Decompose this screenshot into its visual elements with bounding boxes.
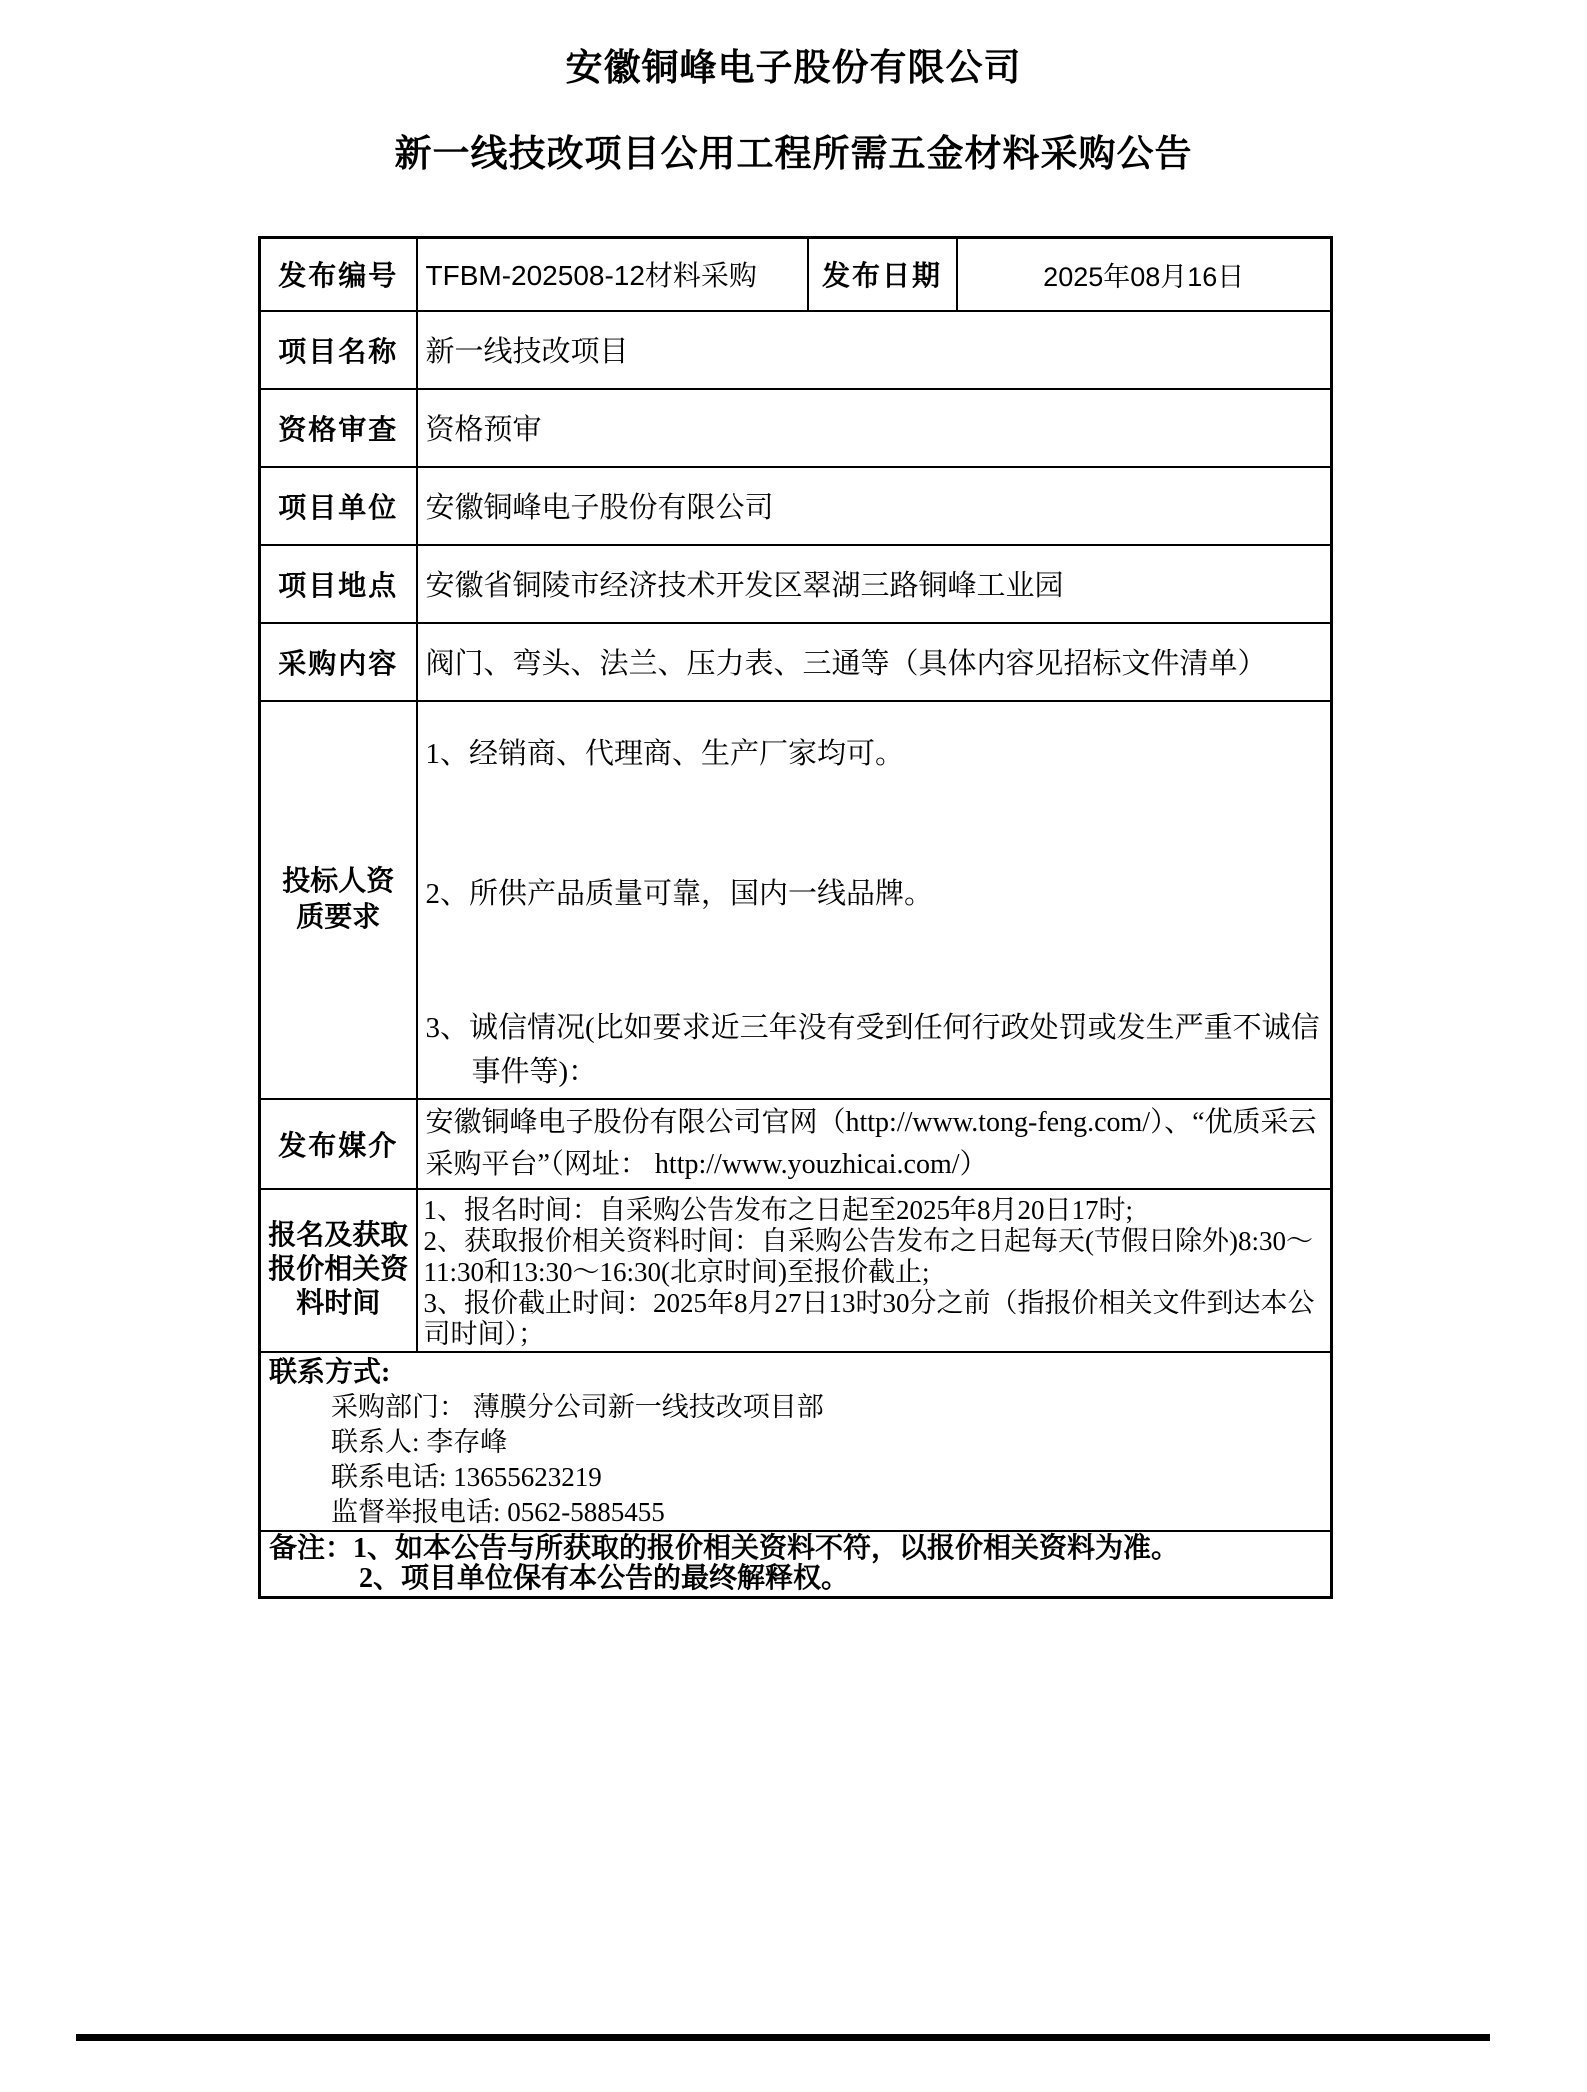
procurement-content-value: 阀门、弯头、法兰、压力表、三通等（具体内容见招标文件清单） [417,623,1332,701]
registration-item: 1、报名时间：自采购公告发布之日起至2025年8月20日17时; [423,1194,1134,1225]
publish-date-value: 2025年08月16日 [957,238,1332,311]
table-row-project-unit [260,467,1332,545]
table-row-project-location [260,545,1332,623]
remarks-cell [260,1531,1332,1598]
bidder-qualification-label-line: 质要求 [296,901,381,933]
bidder-qualification-item: 2、所供产品质量可靠，国内一线品牌。 [425,877,934,910]
bidder-qualification-label [260,701,417,1099]
project-name-value: 新一线技改项目 [417,311,1332,389]
table-row-registration-time [260,1189,1332,1352]
remarks-line-1: 备注：1、如本公告与所获取的报价相关资料不符，以报价相关资料为准。 [269,1532,1180,1564]
registration-time-label-line: 报价相关资 [268,1254,409,1285]
bidder-qualification-label-line: 投标人资 [282,865,395,897]
contact-line-department: 采购部门： 薄膜分公司新一线技改项目部 [331,1391,824,1422]
table-row-procurement-content [260,623,1332,701]
registration-time-label-line: 料时间 [296,1288,381,1319]
procurement-content-label: 采购内容 [260,623,417,701]
qualification-review-value: 资格预审 [417,389,1332,467]
project-unit-label: 项目单位 [260,467,417,545]
table-row-qualification-review [260,389,1332,467]
registration-item: 2、获取报价相关资料时间：自采购公告发布之日起每天(节假日除外)8:30～11:30和13:30～16:30(北京时间)至报价截止; [423,1225,1313,1287]
table-row-contact [260,1352,1332,1531]
project-location-value: 安徽省铜陵市经济技术开发区翠湖三路铜峰工业园 [417,545,1332,623]
contact-line-phone: 联系电话: 13655623219 [331,1461,602,1492]
bidder-qualification-value [417,701,1332,1099]
project-unit-value: 安徽铜峰电子股份有限公司 [417,467,1332,545]
remarks-line-2: 2、项目单位保有本公告的最终解释权。 [359,1562,850,1594]
page-title: 安徽铜峰电子股份有限公司 [565,47,1022,88]
registration-time-value [417,1189,1332,1352]
contact-line-person: 联系人: 李存峰 [331,1426,508,1457]
bidder-qualification-item: 3、诚信情况(比如要求近三年没有受到任何行政处罚或发生严重不诚信事件等)： [425,1011,1320,1088]
contact-line-supervision-phone: 监督举报电话: 0562-5885455 [331,1496,665,1527]
contact-cell [260,1352,1332,1531]
registration-time-label [260,1189,417,1352]
bidder-qualification-item: 1、经销商、代理商、生产厂家均可。 [425,737,905,770]
table-row-publish-media [260,1099,1332,1189]
table-row-bidder-qualification [260,701,1332,1099]
registration-time-label-line: 报名及获取 [268,1220,409,1251]
announcement-table [258,236,1333,1599]
page-subtitle: 新一线技改项目公用工程所需五金材料采购公告 [394,133,1193,174]
publish-no-label: 发布编号 [260,238,417,311]
publish-media-label: 发布媒介 [260,1099,417,1189]
project-location-label: 项目地点 [260,545,417,623]
publish-media-value: 安徽铜峰电子股份有限公司官网（http://www.tong-feng.com/）、“优质采云采购平台”（网址： http://www.youzhicai.com/） [417,1099,1332,1189]
publish-no-value: TFBM-202508-12材料采购 [417,238,808,311]
project-name-label: 项目名称 [260,311,417,389]
table-row-project-name [260,311,1332,389]
table-row-remarks [260,1531,1332,1598]
publish-date-label: 发布日期 [808,238,957,311]
document-page [0,48,1587,2092]
registration-item: 3、报价截止时间：2025年8月27日13时30分之前（指报价相关文件到达本公司时间）； [423,1287,1315,1349]
footer-divider [76,2034,1490,2041]
table-row-publish [260,238,1332,311]
contact-heading: 联系方式: [269,1356,391,1388]
qualification-review-label: 资格审查 [260,389,417,467]
